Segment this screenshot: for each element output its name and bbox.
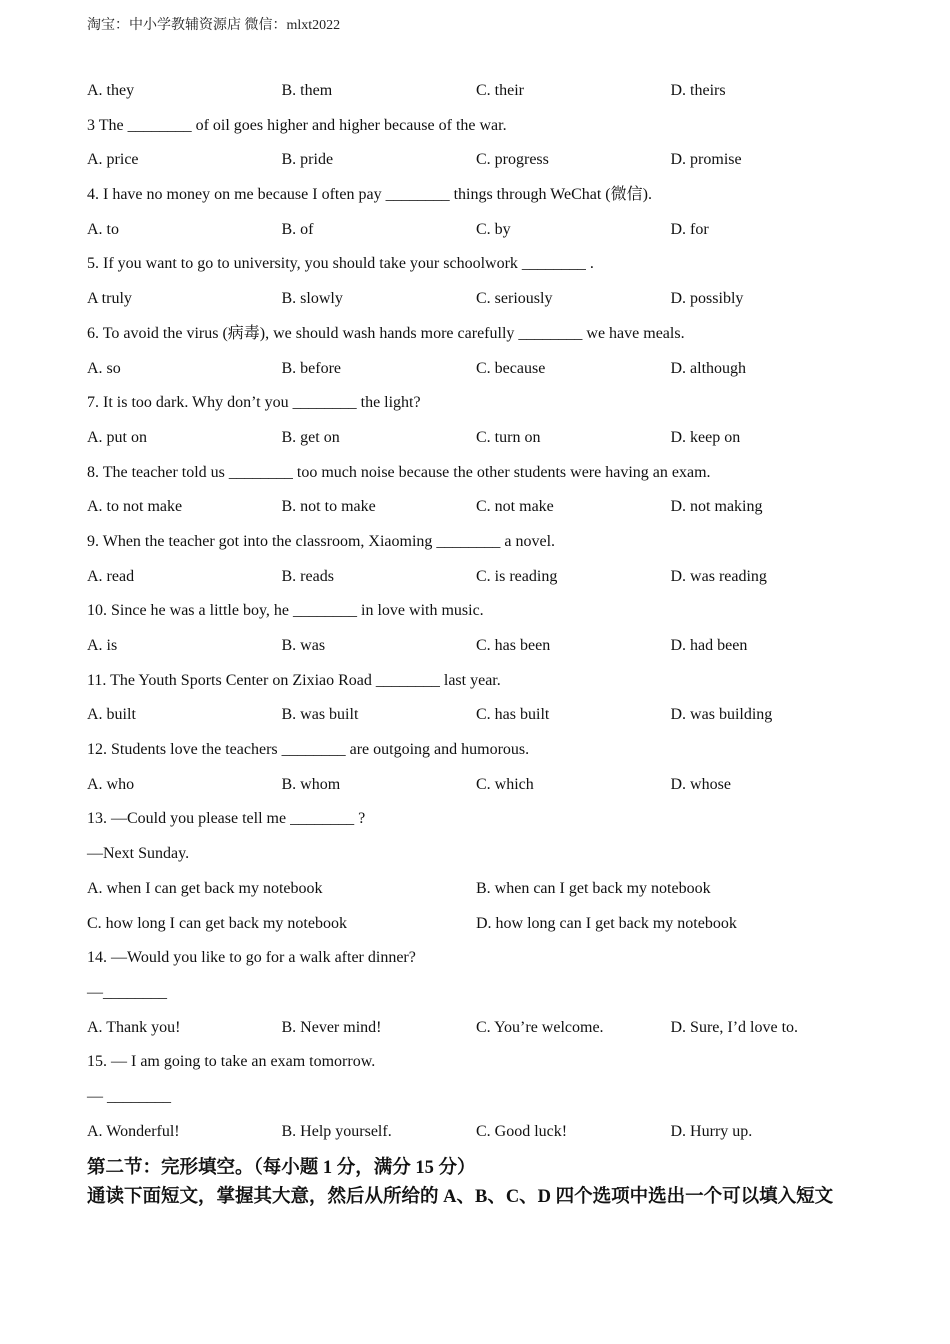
option: C. because (476, 359, 546, 377)
option-row (87, 149, 887, 184)
option: B. slowly (281, 290, 343, 308)
question-line: — ________ (87, 1087, 171, 1105)
option: D. Hurry up. (670, 1122, 753, 1140)
option: A. so (87, 359, 121, 377)
option: D. for (670, 220, 709, 238)
option: A. is (87, 637, 118, 654)
section-instruction: 通读下面短文，掌握其大意，然后从所给的 A、B、C、D 四个选项中选出一个可以填入短文 (87, 1187, 834, 1208)
question-line: 9. When the teacher got into the classroom, Xiaoming ________ a novel. (87, 532, 556, 550)
question-list (87, 80, 887, 1213)
option-row (87, 1017, 887, 1052)
option: D. not making (670, 498, 763, 516)
question-line: 8. The teacher told us ________ too much noise because the other students were having an exam. (87, 463, 711, 481)
option: A. they (87, 82, 135, 99)
option-row (87, 774, 887, 809)
option-row (87, 878, 887, 913)
page-header: 淘宝：中小学教辅资源店 微信：mlxt2022 (87, 18, 341, 33)
option: C. by (476, 220, 511, 238)
option: D. possibly (670, 290, 744, 308)
option-row (87, 913, 887, 948)
option: B. them (281, 82, 333, 99)
option-row (87, 427, 887, 462)
option: B. was built (281, 706, 359, 724)
option: B. of (281, 220, 314, 238)
option: C. which (476, 775, 534, 793)
option-row (87, 1121, 887, 1156)
option-row (87, 358, 887, 393)
option: D. was reading (670, 567, 767, 585)
option: D. promise (670, 151, 742, 169)
option: C. You’re welcome. (476, 1018, 604, 1036)
option: A truly (87, 290, 132, 308)
option: C. not make (476, 498, 554, 516)
option-row (87, 219, 887, 254)
option: C. seriously (476, 290, 553, 308)
option: B. before (281, 359, 342, 377)
option: A. who (87, 775, 135, 793)
question-line: 13. —Could you please tell me ________ ? (87, 810, 366, 828)
option: C. how long I can get back my notebook (87, 914, 347, 932)
question-line: 15. — I am going to take an exam tomorrow. (87, 1053, 376, 1071)
option: D. theirs (670, 82, 726, 99)
option: C. is reading (476, 567, 558, 585)
option: C. Good luck! (476, 1122, 568, 1140)
option: B. get on (281, 428, 340, 446)
option: A. price (87, 151, 139, 169)
question-line: 3 The ________ of oil goes higher and higher because of the war. (87, 116, 507, 134)
question-line: 5. If you want to go to university, you should take your schoolwork ________ . (87, 255, 594, 273)
option: A. to not make (87, 498, 183, 516)
option: D. keep on (670, 428, 741, 446)
question-line: 7. It is too dark. Why don’t you ________ the light? (87, 394, 421, 412)
option: C. progress (476, 151, 549, 169)
option-row (87, 704, 887, 739)
option: B. was (281, 637, 326, 654)
option: B. reads (281, 567, 334, 585)
option: C. turn on (476, 428, 541, 446)
question-line: —Next Sunday. (87, 845, 190, 863)
section-title: 第二节：完形填空。（每小题 1 分，满分 15 分） (87, 1158, 476, 1179)
option-row (87, 635, 887, 670)
option: A. built (87, 706, 136, 724)
option: D. how long can I get back my notebook (476, 914, 737, 932)
option: A. to (87, 220, 119, 238)
option-row (87, 496, 887, 531)
option: C. has built (476, 706, 550, 724)
question-line: 14. —Would you like to go for a walk after dinner? (87, 949, 416, 967)
option: C. has been (476, 637, 551, 654)
question-line: —________ (87, 983, 167, 1001)
option: A. Wonderful! (87, 1122, 180, 1140)
option: B. not to make (281, 498, 376, 516)
option: B. when can I get back my notebook (476, 879, 711, 897)
option: A. Thank you! (87, 1018, 181, 1036)
option: B. pride (281, 151, 334, 169)
option: B. Never mind! (281, 1018, 382, 1036)
option: A. put on (87, 428, 147, 446)
option-row (87, 288, 887, 323)
option-row (87, 566, 887, 601)
question-line: 10. Since he was a little boy, he ________ in love with music. (87, 602, 484, 620)
option: D. whose (670, 775, 731, 793)
question-line: 12. Students love the teachers ________ are outgoing and humorous. (87, 741, 530, 759)
option: B. whom (281, 775, 341, 793)
option: A. read (87, 567, 135, 585)
question-line: 11. The Youth Sports Center on Zixiao Road ________ last year. (87, 671, 501, 689)
option: D. was building (670, 706, 773, 724)
question-line: 6. To avoid the virus (病毒), we should wash hands more carefully ________ we have meals. (87, 324, 685, 342)
option: D. Sure, I’d love to. (670, 1018, 799, 1036)
question-line: 4. I have no money on me because I often pay ________ things through WeChat (微信). (87, 186, 652, 204)
option: D. had been (670, 637, 748, 654)
option: D. although (670, 359, 747, 377)
option: B. Help yourself. (281, 1122, 392, 1140)
option: C. their (476, 82, 524, 99)
option-row (87, 80, 887, 115)
option: A. when I can get back my notebook (87, 879, 323, 897)
